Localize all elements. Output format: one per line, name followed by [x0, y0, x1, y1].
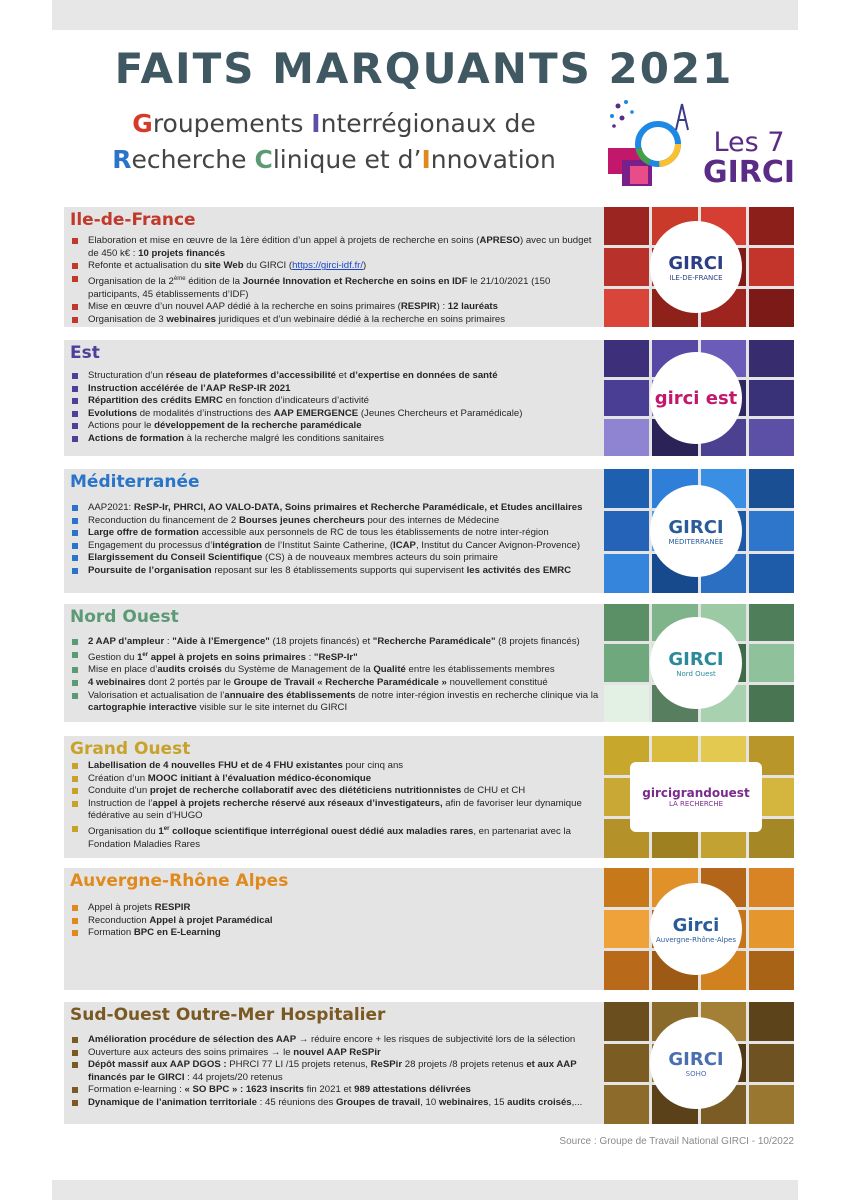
square-bullet-icon — [72, 423, 78, 429]
mosaic-tile — [749, 248, 794, 286]
highlight-text: site Web — [204, 260, 244, 272]
subtitle-initial: G — [132, 109, 153, 138]
highlight-item — [70, 552, 600, 565]
highlight-text: Organisation de 3 — [88, 313, 167, 325]
highlight-text: Refonte et actualisation du — [88, 260, 205, 272]
highlight-text: accessible aux personnels de RC de tous les établissements de notre inter-région — [198, 527, 549, 539]
subtitle-line-2 — [84, 142, 584, 178]
region-title: Est — [70, 343, 100, 363]
highlight-text: Gestion du — [88, 651, 138, 663]
highlight-text: ème — [173, 275, 186, 282]
highlight-text: Organisation de la 2 — [88, 275, 174, 287]
highlight-text: 4 webinaires — [88, 676, 146, 688]
subtitle-initial: C — [254, 145, 273, 174]
page-subtitle — [84, 106, 584, 178]
logo-subtitle: Nord Ouest — [676, 669, 716, 678]
highlight-text: , 15 — [488, 1096, 508, 1108]
highlight-item — [70, 314, 600, 327]
highlight-text: Formation — [88, 927, 134, 939]
highlight-text: ) — [362, 260, 367, 272]
highlight-text: Actions pour le — [88, 420, 155, 432]
highlight-text: Dynamique de l’animation territoriale — [88, 1096, 257, 1108]
highlight-item — [70, 502, 600, 515]
highlight-text: pour cinq ans — [342, 760, 404, 771]
source-note: Source : Groupe de Travail National GIRCI - 10/2022 — [559, 1136, 794, 1147]
highlight-item — [70, 565, 600, 578]
highlight-text: BPC en E-Learning — [133, 927, 221, 939]
highlight-text: , en partenariat avec la Fondation Maladies Rares — [88, 826, 571, 850]
mosaic-tile — [604, 380, 649, 417]
highlight-item — [70, 420, 600, 433]
subtitle-text: linique et d’ — [272, 145, 422, 174]
mosaic-tile — [604, 248, 649, 286]
highlight-text: Dépôt massif aux AAP DGOS : — [88, 1059, 227, 1071]
highlight-text: le 21/10/2021 (150 participants, 45 établissements d’IDF) — [88, 275, 551, 300]
highlight-text: colloque scientifique interrégional ouest dédié aux maladies rares — [169, 826, 474, 838]
highlight-text: Structuration d’un — [88, 370, 166, 381]
highlight-text: MOOC initiant à l’évaluation médico-économique — [147, 772, 372, 784]
highlight-item — [70, 798, 600, 823]
highlight-text: : 44 projets/20 retenus — [184, 1071, 283, 1083]
highlight-item — [70, 1047, 600, 1060]
highlights-list — [70, 636, 600, 715]
square-bullet-icon — [72, 276, 78, 282]
highlight-text: Valorisation et actualisation de l’ — [88, 689, 225, 701]
highlight-text: à la recherche malgré les conditions sanitaires — [183, 432, 384, 444]
highlight-item — [70, 649, 600, 665]
highlight-text: ReSP-Ir, PHRCI, AO VALO-DATA, Soins primaires et Recherche Paramédicale, et Etudes ancillaires — [133, 502, 583, 513]
highlight-text: (CS) à de nouveaux membres acteurs du soin primaire — [262, 552, 499, 564]
highlight-text: ) avec un budget de 450 k€ : — [88, 235, 592, 259]
highlight-text: Qualité — [373, 664, 406, 676]
highlight-text: Instruction accélérée de l’AAP ReSP-IR 2021 — [88, 382, 291, 394]
highlight-text: Ouverture aux acteurs des soins primaires → le — [88, 1046, 294, 1058]
highlight-text: 989 attestations délivrées — [354, 1084, 471, 1096]
highlight-text: ReSPir — [370, 1059, 403, 1071]
highlight-item — [70, 433, 600, 446]
subtitle-text: echerche — [131, 145, 255, 174]
highlight-item — [70, 664, 600, 677]
highlight-text: de CHU et CH — [461, 785, 526, 797]
highlight-item — [70, 1097, 600, 1110]
region-section — [64, 469, 794, 593]
highlight-text: du GIRCI ( — [243, 260, 293, 272]
highlight-text: , Institut du Cancer Avignon-Provence) — [415, 539, 581, 551]
highlight-item — [70, 677, 600, 690]
highlight-text: de modalités d’instructions des — [137, 407, 274, 419]
mosaic-tile — [749, 644, 794, 681]
mosaic-tile — [604, 604, 649, 641]
highlight-text: Evolutions — [88, 407, 138, 419]
mosaic-tile — [749, 1044, 794, 1083]
square-bullet-icon — [72, 1100, 78, 1106]
highlight-text: « SO BPC » : 1623 inscrits — [184, 1084, 304, 1096]
square-bullet-icon — [72, 1050, 78, 1056]
highlight-text: Organisation du — [88, 826, 159, 838]
highlight-item — [70, 927, 600, 940]
highlight-text: er — [142, 651, 149, 658]
mosaic-tile — [749, 340, 794, 377]
girci-emblem-icon — [604, 96, 696, 196]
square-bullet-icon — [72, 568, 78, 574]
region-title: Grand Ouest — [70, 739, 191, 759]
highlight-item — [70, 235, 600, 260]
square-bullet-icon — [72, 398, 78, 404]
highlight-text: afin de favoriser leur dynamique fédérative au sein d’HUGO — [88, 797, 582, 822]
highlight-text: (18 projets financés) et — [269, 636, 373, 647]
brand-line-1: Les 7 — [713, 127, 785, 158]
mosaic-tile — [604, 910, 649, 949]
highlight-text: : — [164, 636, 173, 647]
square-bullet-icon — [72, 555, 78, 561]
square-bullet-icon — [72, 826, 78, 832]
highlight-text: Groupes de travail — [335, 1096, 421, 1108]
highlight-text: webinaires — [438, 1096, 489, 1108]
highlight-text: Poursuite de l’organisation — [88, 564, 212, 576]
highlight-text: projet de recherche collaboratif avec des diététiciens nutritionnistes — [149, 785, 462, 797]
highlights-list — [70, 502, 600, 578]
mosaic-tile — [604, 685, 649, 722]
highlight-text: audits croisés — [507, 1096, 572, 1108]
mosaic-tile — [604, 289, 649, 327]
square-bullet-icon — [72, 1062, 78, 1068]
highlight-text: fin 2021 et — [303, 1084, 355, 1096]
mosaic-tile — [749, 951, 794, 990]
highlight-item — [70, 902, 600, 915]
square-bullet-icon — [72, 436, 78, 442]
highlight-text: Journée Innovation et Recherche en soins en IDF — [242, 275, 468, 287]
region-section — [64, 604, 794, 722]
highlight-text: dont 2 portés par le — [145, 676, 234, 688]
mosaic-tile — [749, 685, 794, 722]
region-section — [64, 1002, 794, 1124]
highlight-text: développement de la recherche paramédicale — [154, 420, 362, 432]
highlight-text: 10 projets financés — [138, 247, 226, 259]
mosaic-tile — [749, 419, 794, 456]
region-title: Ile-de-France — [70, 210, 196, 230]
square-bullet-icon — [72, 373, 78, 379]
highlight-text: juridiques et d’un webinaire dédié à la recherche en soins primaires — [216, 313, 506, 325]
square-bullet-icon — [72, 776, 78, 782]
square-bullet-icon — [72, 667, 78, 673]
highlight-text: "ReSP-Ir" — [313, 651, 358, 663]
highlight-text: 2 AAP d’ampleur — [88, 636, 165, 647]
highlight-text: les activités des EMRC — [466, 564, 572, 576]
highlight-item — [70, 515, 600, 528]
highlight-text: Mise en place d’ — [88, 664, 158, 676]
subtitle-initial: I — [311, 109, 321, 138]
square-bullet-icon — [72, 317, 78, 323]
logo-name: GIRCI — [668, 516, 724, 538]
mosaic-tile — [604, 868, 649, 907]
highlights-list — [70, 1034, 600, 1110]
highlight-text: Mise en œuvre d’un nouvel AAP dédié à la recherche en soins primaires ( — [88, 301, 401, 313]
highlight-text: (8 projets financés) — [495, 636, 580, 647]
region-title: Nord Ouest — [70, 607, 179, 627]
mosaic-tile — [749, 910, 794, 949]
mosaic-tile — [749, 868, 794, 907]
highlight-text: Labellisation de 4 nouvelles FHU et de 4 FHU existantes — [88, 760, 343, 771]
square-bullet-icon — [72, 1087, 78, 1093]
highlight-text: Actions de formation — [88, 432, 184, 444]
logo-subtitle: ILE-DE-FRANCE — [669, 273, 723, 282]
mosaic-tile — [604, 1044, 649, 1083]
subtitle-initial: R — [112, 145, 132, 174]
page-title: FAITS MARQUANTS 2021 — [114, 44, 734, 93]
subtitle-text: nterrégionaux de — [320, 109, 536, 138]
highlight-text: "Aide à l’Emergence" — [172, 636, 270, 647]
mosaic-tile — [604, 554, 649, 593]
highlight-item — [70, 773, 600, 786]
highlight-text: appel à projets recherche réservé aux réseaux d’investigateurs, — [152, 797, 443, 809]
highlight-item — [70, 1034, 600, 1047]
highlight-text: nouvellement constitué — [446, 676, 548, 688]
mosaic-tile — [604, 644, 649, 681]
region-section — [64, 340, 794, 456]
top-band — [52, 0, 798, 30]
mosaic-tile — [604, 951, 649, 990]
mosaic-tile — [749, 1085, 794, 1124]
highlight-text: ) : — [436, 301, 448, 313]
highlight-text: appel à projets en soins primaires — [148, 651, 306, 663]
region-logo — [650, 221, 742, 313]
highlight-text: réseau de plateformes d’accessibilité — [165, 370, 336, 381]
logo-name: gircigrandouest — [642, 786, 750, 800]
highlight-item — [70, 915, 600, 928]
square-bullet-icon — [72, 693, 78, 699]
highlight-item — [70, 823, 600, 851]
region-logo — [630, 762, 762, 832]
mosaic-tile — [604, 1002, 649, 1041]
brand-line-2: GIRCI — [702, 155, 796, 190]
region-title: Auvergne-Rhône Alpes — [70, 871, 289, 891]
region-logo — [650, 352, 742, 444]
region-logo — [650, 883, 742, 975]
highlight-text: ICAP — [393, 539, 416, 551]
region-section — [64, 207, 794, 327]
highlight-text: pour des internes de Médecine — [364, 514, 500, 526]
logo-name: Girci — [672, 914, 720, 936]
square-bullet-icon — [72, 1037, 78, 1043]
mosaic-tile — [749, 380, 794, 417]
highlight-item — [70, 395, 600, 408]
highlight-text: webinaires — [166, 313, 216, 325]
square-bullet-icon — [72, 518, 78, 524]
highlight-text: Instruction de l’ — [88, 797, 153, 809]
highlight-item — [70, 690, 600, 715]
highlight-text: 1 — [137, 651, 143, 663]
logo-subtitle: LA RECHERCHE — [668, 800, 724, 808]
highlight-text: et — [335, 370, 350, 381]
website-link[interactable]: https://girci-idf.fr/ — [292, 260, 363, 272]
highlights-list — [70, 370, 600, 446]
square-bullet-icon — [72, 788, 78, 794]
highlight-text: AAP2021: — [88, 502, 134, 513]
mosaic-tile — [604, 1085, 649, 1124]
subtitle-text: roupements — [152, 109, 312, 138]
highlight-item — [70, 760, 600, 773]
square-bullet-icon — [72, 304, 78, 310]
logo-name: GIRCI — [668, 1048, 724, 1070]
logo-subtitle: SOHO — [685, 1069, 707, 1078]
region-logo — [650, 1017, 742, 1109]
highlight-item — [70, 383, 600, 396]
highlight-text: : 45 réunions des — [257, 1096, 336, 1108]
subtitle-initial: I — [421, 145, 431, 174]
square-bullet-icon — [72, 905, 78, 911]
subtitle-line-1 — [84, 106, 584, 142]
square-bullet-icon — [72, 801, 78, 807]
logo-name: GIRCI — [668, 648, 724, 670]
highlight-text: (Jeunes Chercheurs et Paramédicale) — [358, 407, 523, 419]
highlight-item — [70, 408, 600, 421]
highlight-text: Large offre de formation — [88, 527, 199, 539]
highlight-text: annuaire des établissements — [224, 689, 356, 701]
square-bullet-icon — [72, 530, 78, 536]
square-bullet-icon — [72, 263, 78, 269]
brand-text — [694, 128, 804, 188]
highlight-text: Appel à projets — [88, 902, 155, 913]
highlight-text: Reconduction du financement de 2 — [88, 514, 239, 526]
square-bullet-icon — [72, 930, 78, 936]
highlight-text: cartographie interactive — [88, 702, 197, 714]
square-bullet-icon — [72, 918, 78, 924]
highlight-text: 1 — [158, 826, 164, 838]
highlight-text: et aux AAP financés par le GIRCI — [88, 1059, 577, 1083]
mosaic-tile — [749, 469, 794, 508]
highlight-item — [70, 370, 600, 383]
highlights-list — [70, 760, 600, 851]
highlight-text: Conduite d’un — [88, 785, 150, 797]
les-7-girci-logo — [604, 96, 800, 196]
highlight-text: Formation e-learning : — [88, 1084, 185, 1096]
square-bullet-icon — [72, 680, 78, 686]
highlight-item — [70, 301, 600, 314]
highlight-text: audits croisés — [157, 664, 222, 676]
mosaic-tile — [604, 419, 649, 456]
highlight-text: APRESO — [479, 235, 520, 246]
mosaic-tile — [604, 207, 649, 245]
highlight-text: , 10 — [420, 1096, 439, 1108]
highlight-item — [70, 785, 600, 798]
mosaic-tile — [749, 604, 794, 641]
mosaic-tile — [604, 511, 649, 550]
highlight-text: Elaboration et mise en œuvre de la 1ère édition d’un appel à projets de recherche en soins ( — [88, 235, 480, 246]
region-section — [64, 736, 794, 858]
highlight-text: Création d’un — [88, 772, 148, 784]
highlight-text: RESPIR — [400, 301, 437, 313]
highlight-item — [70, 260, 600, 273]
highlight-text: er — [163, 825, 170, 832]
region-title: Méditerranée — [70, 472, 200, 492]
logo-subtitle: MÉDITERRANÉE — [668, 537, 724, 546]
mosaic-tile — [749, 207, 794, 245]
highlight-text: intégration — [212, 539, 262, 551]
square-bullet-icon — [72, 543, 78, 549]
mosaic-tile — [749, 1002, 794, 1041]
square-bullet-icon — [72, 505, 78, 511]
highlight-item — [70, 1059, 600, 1084]
square-bullet-icon — [72, 763, 78, 769]
square-bullet-icon — [72, 652, 78, 658]
highlight-text: Elargissement du Conseil Scientifique — [88, 552, 263, 564]
highlight-text: 28 projets /8 projets retenus — [402, 1059, 527, 1071]
highlights-list — [70, 902, 600, 940]
square-bullet-icon — [72, 639, 78, 645]
highlight-text: reposant sur les 8 établissements supports qui supervisent — [211, 564, 467, 576]
highlight-text: "Recherche Paramédicale" — [372, 636, 496, 647]
bottom-band — [52, 1180, 798, 1200]
highlight-text: Amélioration procédure de sélection des AAP — [88, 1034, 297, 1045]
square-bullet-icon — [72, 238, 78, 244]
highlight-item — [70, 540, 600, 553]
subtitle-text: nnovation — [430, 145, 556, 174]
highlight-text: édition de la — [185, 275, 243, 287]
highlight-text: : — [305, 651, 314, 663]
highlight-text: Reconduction — [88, 914, 150, 926]
highlight-text: Appel à projet Paramédical — [149, 914, 273, 926]
highlight-text: Engagement du processus d’ — [88, 539, 213, 551]
mosaic-tile — [749, 554, 794, 593]
mosaic-tile — [604, 469, 649, 508]
highlight-text: PHRCI 77 LI /15 projets retenus, — [226, 1059, 371, 1071]
square-bullet-icon — [72, 411, 78, 417]
highlight-text: du Système de Management de la — [221, 664, 374, 676]
highlight-text: ,... — [571, 1096, 583, 1108]
highlights-list — [70, 235, 600, 326]
highlight-item — [70, 1084, 600, 1097]
region-logo — [650, 485, 742, 577]
highlight-text: de notre inter-région investis en recherche clinique via la — [355, 689, 599, 701]
mosaic-tile — [749, 511, 794, 550]
highlight-item — [70, 273, 600, 301]
logo-name: GIRCI — [668, 252, 724, 274]
highlight-text: visible sur le site internet du GIRCI — [196, 702, 348, 714]
highlight-item — [70, 636, 600, 649]
mosaic-tile — [749, 289, 794, 327]
region-title: Sud-Ouest Outre-Mer Hospitalier — [70, 1005, 386, 1025]
highlight-text: Répartition des crédits EMRC — [88, 395, 223, 407]
highlight-text: 12 lauréats — [447, 301, 498, 313]
highlight-text: AAP EMERGENCE — [273, 407, 359, 419]
highlight-text: en fonction d’indicateurs d’activité — [222, 395, 369, 407]
highlight-text: Groupe de Travail « Recherche Paramédicale » — [233, 676, 447, 688]
logo-name: girci est — [654, 387, 738, 409]
highlight-text: nouvel AAP ReSPir — [293, 1046, 381, 1058]
mosaic-tile — [604, 340, 649, 377]
logo-subtitle: Auvergne-Rhône-Alpes — [656, 935, 736, 944]
highlight-text: → réduire encore + les risques de subjectivité lors de la sélection — [296, 1034, 576, 1045]
region-section — [64, 868, 794, 990]
highlight-item — [70, 527, 600, 540]
highlight-text: entre les établissements membres — [405, 664, 555, 676]
square-bullet-icon — [72, 386, 78, 392]
highlight-text: RESPIR — [154, 902, 191, 913]
highlight-text: Bourses jeunes chercheurs — [238, 514, 365, 526]
highlight-text: d’expertise en données de santé — [349, 370, 498, 381]
region-logo — [650, 617, 742, 709]
highlight-text: de l’Institut Sainte Catherine, ( — [261, 539, 394, 551]
